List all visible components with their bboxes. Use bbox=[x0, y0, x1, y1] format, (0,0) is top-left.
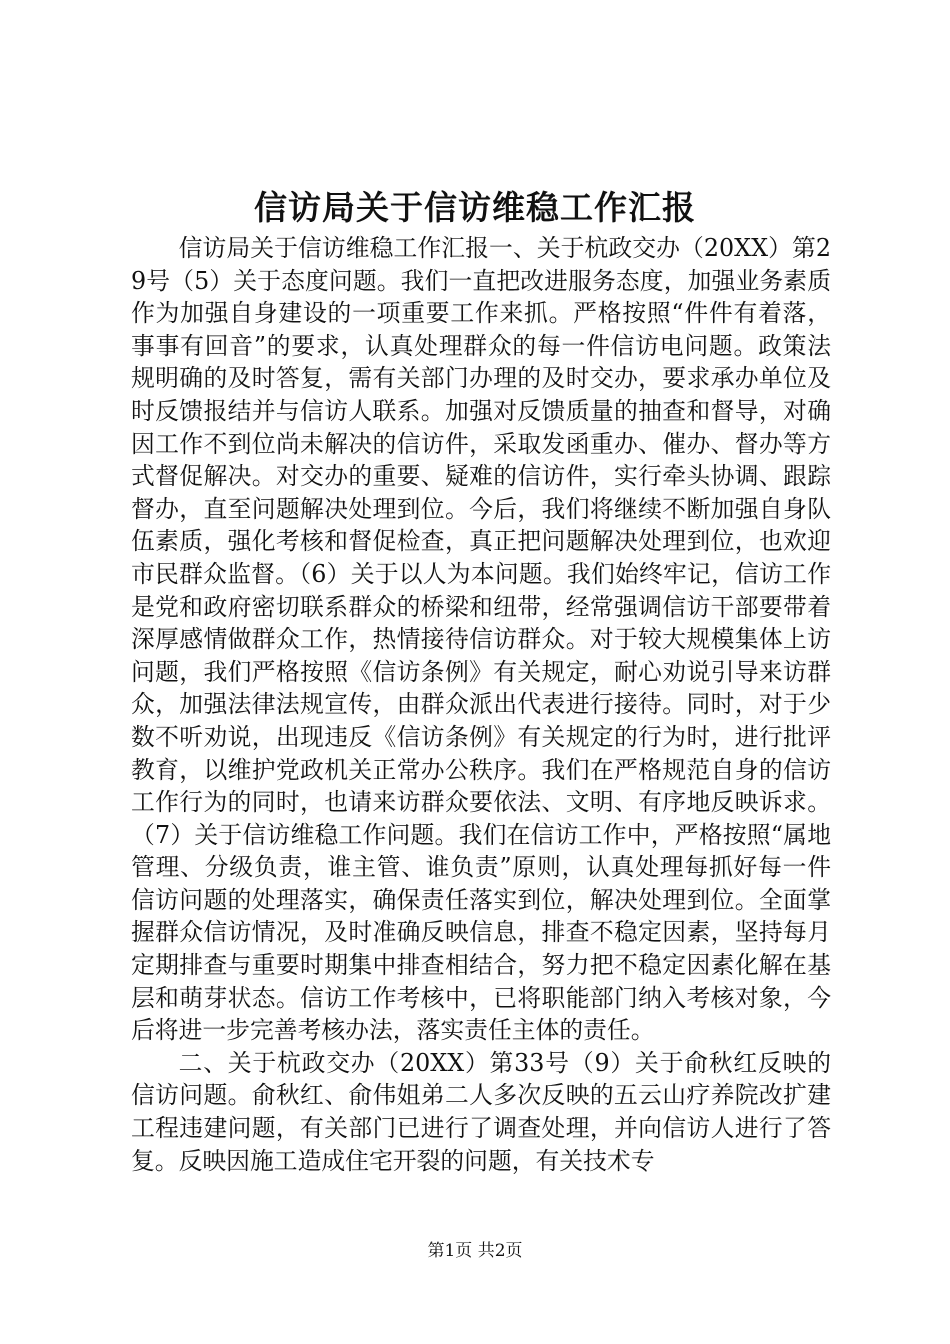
paragraph-1: 信访局关于信访维稳工作汇报一、关于杭政交办（20XX）第29号（5）关于态度问题。我们一直把改进服务态度，加强业务素质作为加强自身建设的一项重要工作来抓。严格按照“件件有着落，事事有回音”的要求，认真处理群众的每一件信访电问题。政策法规明确的及时答复，需有关部门办理的及时交办，要求承办单位及时反馈报结并与信访人联系。加强对反馈质量的抽查和督导，对确因工作不到位尚未解决的信访件，采取发函重办、催办、督办等方式督促解决。对交办的重要、疑难的信访件，实行牵头协调、跟踪督办，直至问题解决处理到位。今后，我们将继续不断加强自身队伍素质，强化考核和督促检查，真正把问题解决处理到位，也欢迎市民群众监督。（6）关于以人为本问题。我们始终牢记，信访工作是党和政府密切联系群众的桥梁和纽带，经常强调信访干部要带着深厚感情做群众工作，热情接待信访群众。对于较大规模集体上访问题，我们严格按照《信访条例》有关规定，耐心劝说引导来访群众，加强法律法规宣传，由群众派出代表进行接待。同时，对于少数不听劝说，出现违反《信访条例》有关规定的行为时，进行批评教育，以维护党政机关正常办公秩序。我们在严格规范自身的信访工作行为的同时，也请来访群众要依法、文明、有序地反映诉求。（7）关于信访维稳工作问题。我们在信访工作中，严格按照“属地管理、分级负责，谁主管、谁负责”原则，认真处理每抓好每一件信访问题的处理落实，确保责任落实到位，解决处理到位。全面掌握群众信访情况，及时准确反映信息，排查不稳定因素，坚持每月定期排查与重要时期集中排查相结合，努力把不稳定因素化解在基层和萌芽状态。信访工作考核中，已将职能部门纳入考核对象，今后将进一步完善考核办法，落实责任主体的责任。 bbox=[131, 234, 831, 1045]
document-title: 信访局关于信访维稳工作汇报 bbox=[254, 188, 696, 227]
paragraph-2: 二、关于杭政交办（20XX）第33号（9）关于俞秋红反映的信访问题。俞秋红、俞伟姐弟二人多次反映的五云山疗养院改扩建工程违建问题，有关部门已进行了调查处理，并向信访人进行了答复。反映因施工造成住宅开裂的问题，有关技术专 bbox=[131, 1048, 831, 1175]
page-number-footer: 第1页 共2页 bbox=[427, 1241, 523, 1261]
document-body bbox=[131, 232, 831, 1177]
